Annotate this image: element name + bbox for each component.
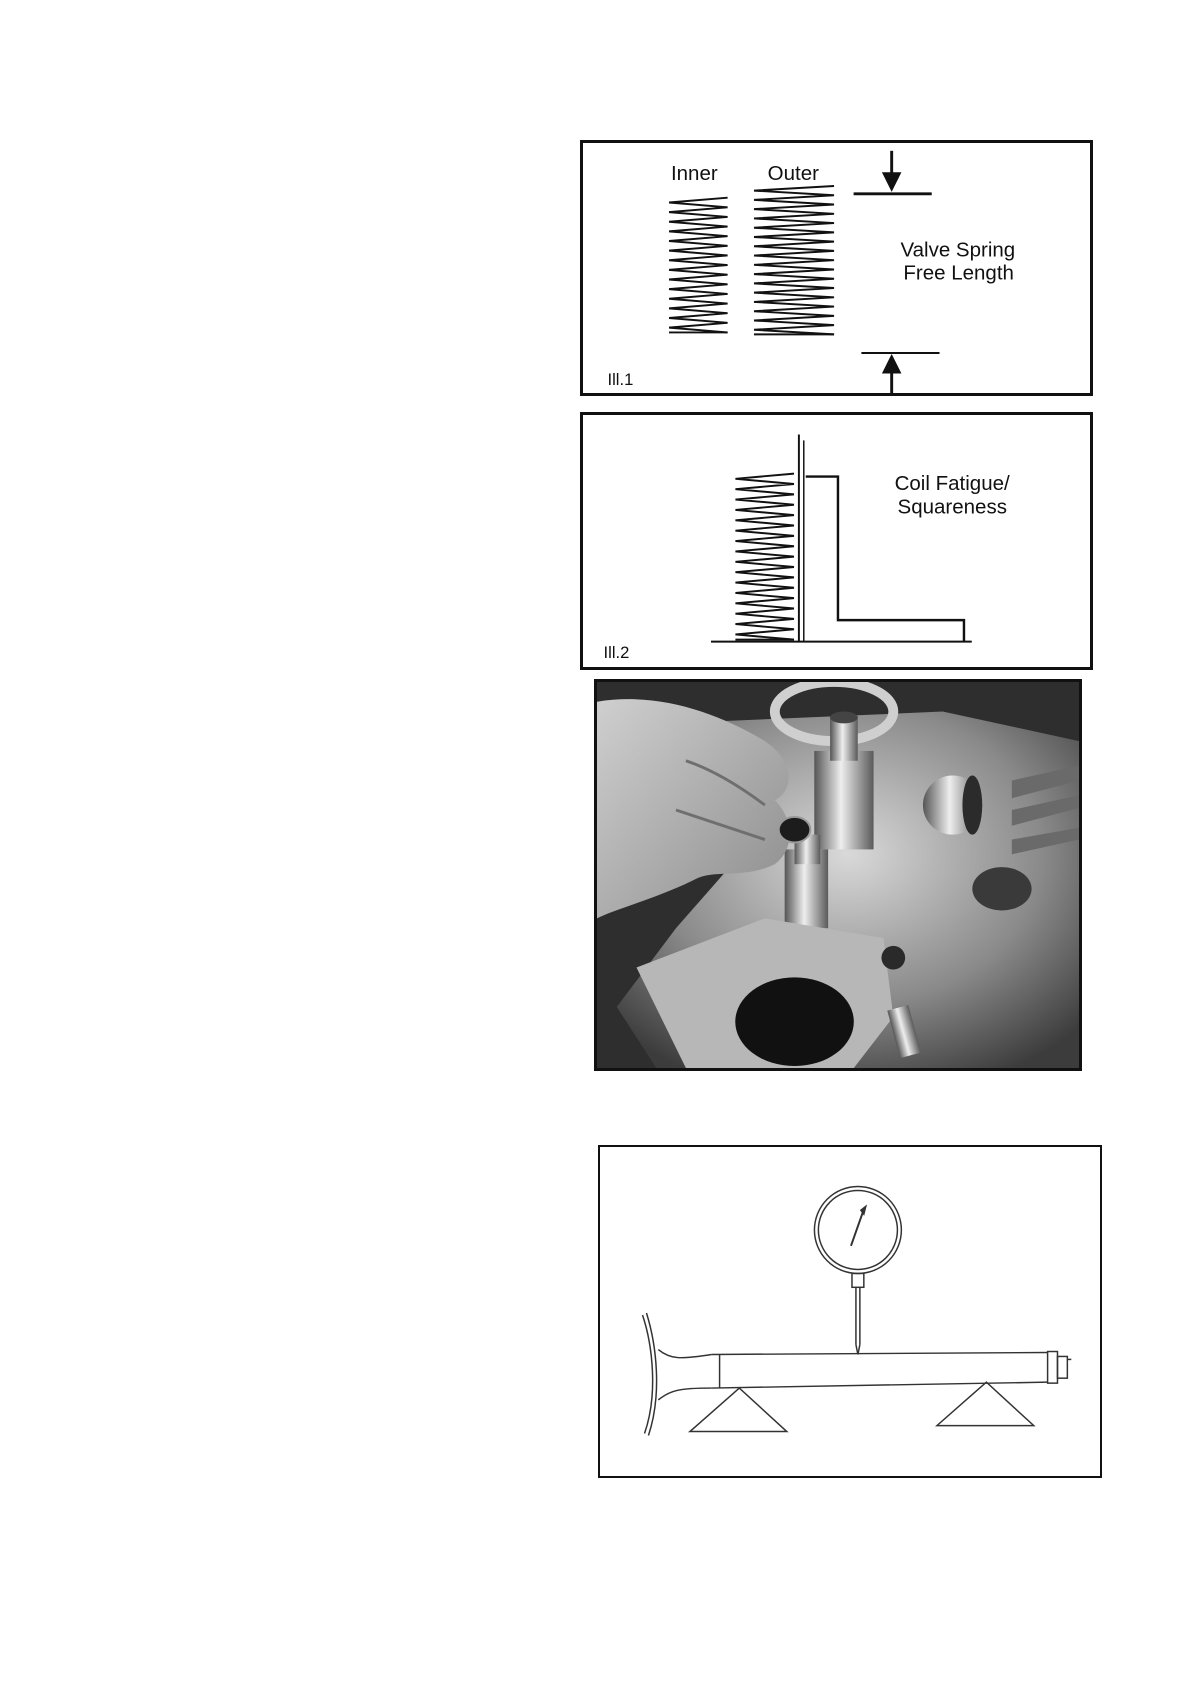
illustration-id: Ill.1 [607, 370, 634, 390]
caption-line-1: Coil Fatigue/ [894, 472, 1010, 496]
caption-line-2: Squareness [897, 495, 1007, 519]
inner-spring-icon [669, 198, 728, 333]
v-block-support-icon [690, 1382, 1034, 1431]
valve-guide-seal-photo [597, 682, 1079, 1068]
caption-line-2: Free Length [903, 261, 1014, 285]
spring-squareness-diagram [583, 415, 1090, 667]
square-gauge-icon [711, 435, 972, 642]
illustration-id: Ill.2 [603, 643, 630, 663]
outer-spring-icon [754, 186, 834, 334]
outer-label: Outer [767, 162, 819, 186]
inner-label: Inner [670, 162, 718, 186]
spring-icon [735, 474, 794, 640]
figure-valve-stem-runout [598, 1145, 1102, 1478]
photo-fitting-valve-stem-seal [594, 679, 1082, 1071]
caption-line-1: Valve Spring [900, 238, 1016, 262]
spring-length-diagram [583, 143, 1090, 393]
dial-gauge-icon [814, 1187, 901, 1355]
valve-runout-diagram [600, 1147, 1100, 1476]
figure-valve-spring-free-length [580, 140, 1093, 396]
figure-coil-fatigue-squareness [580, 412, 1093, 670]
